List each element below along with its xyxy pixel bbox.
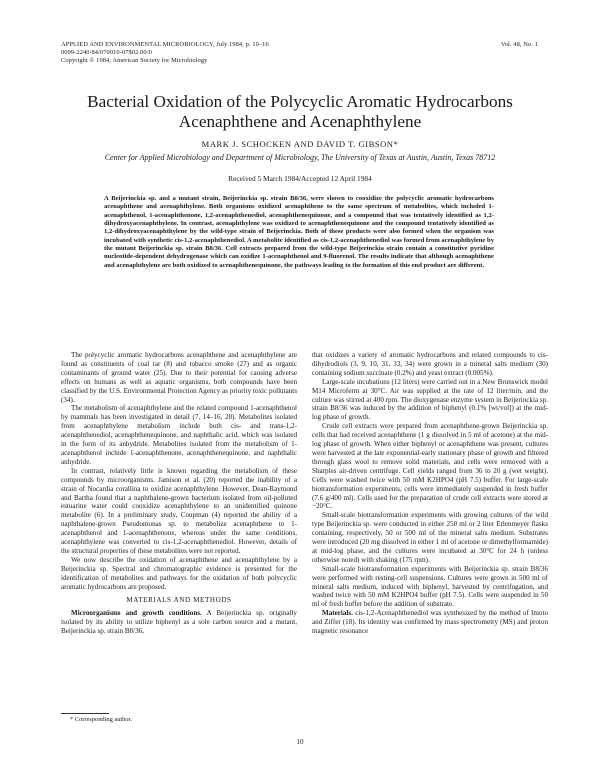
issn-line: 0099-2240/84/070010-07$02.00/0 xyxy=(61,49,152,56)
intro-paragraph-1: The polycyclic aromatic hydrocarbons acenaphthene and acenaphthylene are found as constituents of coal tar (8) and tobacco smoke (27) and as organic contaminants of ground water (25). Due to their potential for causing adverse effects on humans as well as aquatic organisms, both compounds have been classified by the U.S. Environmental Protection Agency as priority toxic pollutants (34). xyxy=(61,351,297,404)
materials-runin-heading: Materials. xyxy=(322,609,353,618)
body-column-left xyxy=(61,351,297,636)
volume-label: Vol. 48, No. 1 xyxy=(500,41,538,48)
author-list xyxy=(40,139,560,149)
article-title xyxy=(40,92,560,132)
intro-paragraph-2: The metabolism of acenaphthylene and the related compound 1-acenaphthenol by mammals has been investigated in detail (7, 14–16, 28). Metabolites isolated from acenaphthylene metabolism include both cis- and trans-1,2-acenaphthenediol, acenaphthenequinone, and naphthalic acid, which was isolated in the form of its anhydride. Metabolites isolated from the metabolism of 1-acenaphthenol include 1-acenaphthenone, acenaphthenequinone, and naphthalic anhydride. xyxy=(61,404,297,466)
author-schocken: MARK J. SCHOCKEN xyxy=(201,139,292,149)
copyright-line: Copyright © 1984, American Society for Microbiology xyxy=(61,57,208,64)
author-gibson: DAVID T. GIBSON* xyxy=(316,139,399,149)
journal-header xyxy=(61,41,391,65)
title-line-2: Acenaphthene and Acenaphthylene xyxy=(178,112,422,131)
affiliation: Center for Applied Microbiology and Department of Microbiology, The University of Texas at Austin, Austin, Texas 78712 xyxy=(104,153,496,162)
right-paragraph-5: Small-scale biotransformation experiments with Beijerinckia sp. strain B8/36 were performed with resting-cell suspensions. Cultures were grown in 500 ml of mineral salts medium, induced with biphenyl, harvested by centrifugation, and washed twice with 50 mM K2HPO4 buffer (pH 7.5). Cells were suspended in 50 ml of fresh buffer before the addition of substrate. xyxy=(312,564,548,609)
body-column-right xyxy=(312,351,548,636)
materials-text: cis-1,2-Acenaphthenediol was synthesized by the method of Imoto and Ziffer (18). Its identity was confirmed by mass spectrometry (MS) and proton magnetic resonance xyxy=(312,609,548,636)
title-line-1: Bacterial Oxidation of the Polycyclic Aromatic Hydrocarbons xyxy=(87,92,513,111)
journal-citation: APPLIED AND ENVIRONMENTAL MICROBIOLOGY, July 1984, p. 10–16 xyxy=(61,41,269,48)
right-paragraph-2: Large-scale incubations (12 liters) were carried out in a New Brunswick model M14 Microferm at 30°C. Air was supplied at the rate of 12 liter/min, and the culture was stirred at 400 rpm. The dioxygenase enzyme system in Beijerinckia sp. strain B8/36 was induced by the addition of biphenyl (0.1% [wt/vol]) at the mid-log phase of growth. xyxy=(312,377,548,422)
footnote-divider xyxy=(61,713,109,714)
materials-paragraph xyxy=(312,609,548,636)
page-number: 10 xyxy=(296,738,304,746)
intro-paragraph-4: We now describe the oxidation of acenaphthene and acenaphthylene by a Beijerinckia sp. Spectral and chromatographic evidence is presented for the identification of metabolites and pathways for the oxidation of both polycyclic aromatic hydrocarbons are proposed. xyxy=(61,555,297,591)
right-paragraph-1: that oxidizes a variety of aromatic hydrocarbons and related compounds to cis-dihydrodiols (3, 9, 10, 31, 33, 34) were grown in a mineral salts medium (30) containing sodium succinate (0.2%) and yeast extract (0.005%). xyxy=(312,351,548,377)
footnote-corresponding-author: * Corresponding author. xyxy=(70,716,132,723)
right-paragraph-4: Small-scale biotransformation experiments with growing cultures of the wild type Beijerinckia sp. were conducted in either 250 ml or 2 liter Erlenmeyer flasks containing, respectively, 50 or 500 ml of the mineral salts medium. Substrates were introduced (20 mg dissolved in either 1 ml of acetone or dimethylformamide) at mid-log phase, and the cultures were incubated at 30°C for 24 h (unless otherwise noted) with shaking (175 rpm). xyxy=(312,511,548,564)
microorganisms-text: A Beijerinckia sp. originally isolated by its ability to utilize biphenyl as a sole carbon source and a mutant, Beijerinckia sp. strain B8/36, xyxy=(61,609,297,636)
methods-heading: MATERIALS AND METHODS xyxy=(126,596,232,605)
microorganisms-runin-heading: Microorganisms and growth conditions. xyxy=(71,609,202,618)
intro-paragraph-3: In contrast, relatively little is known regarding the metabolism of these compounds by microorganisms. Jamison et al. (20) reported the inability of a strain of Nocardia corallina to oxidize acenaphthylene. However, Dean-Raymond and Bartha found that a naphthalene-grown bacterium isolated from oil-polluted estuarine water could cooxidize acenaphthylene to an unidentified quinone metabolite (6). In a preliminary study, Coupman (4) reported the ability of a naphthalene-grown Pseudomonas sp. to metabolize acenaphthene to 1-acenaphthenol and 1-acenaphthenone, whereas under the same conditions, acenaphthylene was converted to cis-1,2-acenaphthenediol. However, details of the structural properties of these metabolites were not reported. xyxy=(61,466,297,555)
abstract: A Beijerinckia sp. and a mutant strain, Beijerinckia sp. strain B8/36, were shown to cooxidize the polycyclic aromatic hydrocarbons acenaphthene and acenaphthylene. Both organisms oxidized acenaphthene to the same spectrum of metabolites, which included 1-acenaphthenol, 1-acenaphthenone, 1,2-acenaphthenediol, acenaphthenequinone, and a compound that was tentatively identified as 1,2-dihydroxyacenaphthylene. In contrast, acenaphthylene was oxidized to acenaphthenequinone and the compound tentatively identified as 1,2-dihydroxyacenaphthylene by the wild-type strain of Beijerinckia. Both of these products were also formed when the organism was incubated with synthetic cis-1,2-acenaphthenediol. A metabolite identified as cis-1,2-acenaphthenediol was formed from acenaphthylene by the mutant Beijerinckia sp. strain B8/36. Cell extracts prepared from the wild-type Beijerinckia strain contain a constitutive pyridine nucleotide-dependent dehydrogenase which can oxidize 1-acenaphthenol and 9-fluorenol. The results indicate that although acenaphthene and acenaphthylene are both oxidized to acenaphthenequinone, the pathways leading to the formation of this end product are different. xyxy=(104,195,494,269)
author-conjunction: AND xyxy=(293,139,314,149)
right-paragraph-3: Crude cell extracts were prepared from acenaphthene-grown Beijerinckia sp. cells that had received acenaphthene (1 g dissolved in 5 ml of acetone) at the mid-log phase of growth. When either biphenyl or acenaphthene was present, cultures were harvested at the late exponential-early stationary phase of growth and filtered through glass wool to remove solid materials, and cells were removed with a Sharples air-driven centrifuge. Cell yields ranged from 36 to 20 g (wet weight). Cells were washed twice with 50 mM K2HPO4 (pH 7.5) buffer. For large-scale biotransformation experiments, cells were immediately suspended in fresh buffer (7.6 g/400 ml). Cells used for the preparation of crude cell extracts were stored at −20°C. xyxy=(312,422,548,511)
microorganisms-paragraph xyxy=(61,609,297,636)
received-dates: Received 5 March 1984/Accepted 12 April 1984 xyxy=(228,174,372,183)
